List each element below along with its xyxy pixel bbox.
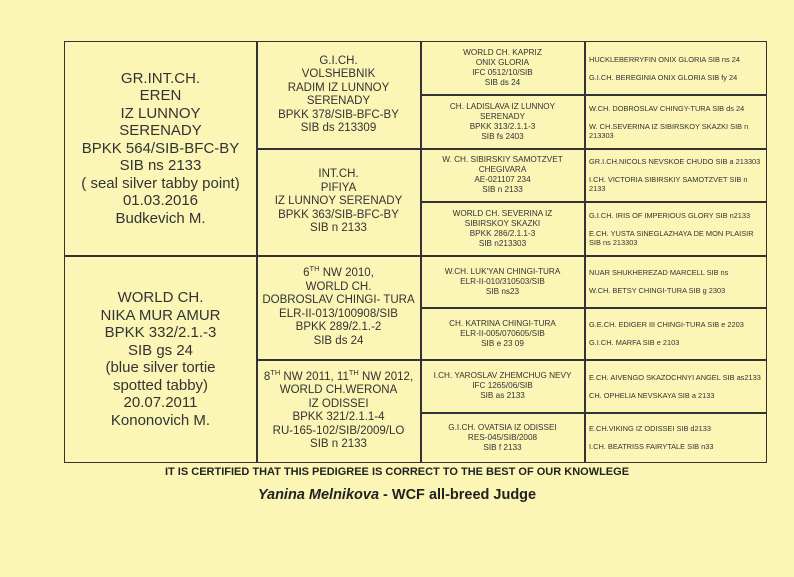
- gen4-sire: G.E.CH. EDIGER III CHINGI-TURA SIB e 2203: [589, 320, 744, 329]
- gen4-sire: E.CH.VIKING IZ ODISSEI SIB d2133: [589, 424, 711, 433]
- sire-line: SERENADY: [119, 122, 202, 140]
- gen4-sire: G.I.CH. IRIS OF IMPERIOUS GLORY SIB n2133: [589, 210, 751, 220]
- gen3-cell: [421, 95, 584, 148]
- gen4-dam: G.I.CH. BEREGINIA ONIX GLORIA SIB fy 24: [589, 72, 738, 82]
- gen3-line: SIB n 2133: [482, 185, 523, 194]
- gen3-line: SIB as 2133: [480, 391, 525, 400]
- gen3-cell: [421, 413, 584, 462]
- gen2-line: DOBROSLAV CHINGI- TURA: [262, 294, 415, 306]
- gen3-line: SIBIRSKOY SKAZKI: [464, 218, 541, 228]
- gen3-line: BPKK 313/2.1.1-3: [469, 121, 536, 131]
- gen2-line: VOLSHEBNIK: [301, 68, 376, 80]
- gen3-line: BPKK 286/2.1.1-3: [469, 228, 536, 238]
- gen2-line: SERENADY: [306, 95, 371, 107]
- dam-line: NIKA MUR AMUR: [100, 306, 221, 324]
- gen4-cell: [585, 360, 766, 412]
- gen4-sire: E.CH. AIVENGO SKAZOCHNYI ANGEL SIB as2133: [589, 372, 761, 382]
- gen4-cell: [585, 202, 766, 255]
- dam-line: (blue silver tortie: [105, 359, 216, 376]
- gen2-line: SIB n 2133: [310, 222, 367, 235]
- gen3-line: CH. LADISLAVA IZ LUNNOY: [449, 101, 556, 111]
- gen3-line: SIB e 23 09: [481, 338, 524, 348]
- gen3-line: SIB fs 2403: [481, 131, 524, 141]
- gen3-line: IFC 1265/06/SIB: [472, 381, 533, 390]
- gen2-line: IZ LUNNOY SERENADY: [274, 195, 403, 208]
- gen4-cell: [585, 42, 766, 94]
- gen2-cell: [257, 256, 420, 359]
- gen3-line: I.CH. YAROSLAV ZHEMCHUG NEVY: [433, 371, 572, 380]
- gen2-line: G.I.CH.: [319, 54, 358, 67]
- gen2-line: SIB ds 213309: [300, 122, 377, 134]
- gen2-line: INT.CH.: [318, 168, 359, 181]
- gen4-dam: CH. OPHELIA NEVSKAYA SIB a 2133: [589, 390, 715, 400]
- gen2-line: WORLD CH.WERONA: [279, 384, 398, 396]
- judge-name: Yanina Melnikova: [257, 487, 380, 503]
- gen3-line: SIB n213303: [478, 238, 527, 248]
- gen2-line: SIB n 2133: [310, 438, 367, 450]
- gen2-line: 6TH NW 2010,: [303, 264, 374, 279]
- gen4-sire: GR.I.CH.NICOLS NEVSKOE CHUDO SIB a 213303: [589, 157, 761, 166]
- gen3-line: IFC 0512/10/SIB: [472, 68, 533, 77]
- judge-title: - WCF all-breed Judge: [379, 487, 537, 503]
- gen3-line: CH. KATRINA CHINGI-TURA: [449, 318, 556, 328]
- gen4-sire: W.CH. DOBROSLAV CHINGY-TURA SIB ds 24: [589, 103, 745, 113]
- certification-text: IT IS CERTIFIED THAT THIS PEDIGREE IS CORRECT TO THE BEST OF OUR KNOWLEGE: [164, 466, 630, 478]
- gen3-cell: [421, 42, 584, 94]
- dam-line: BPKK 332/2.1.-3: [104, 324, 217, 341]
- gen4-cell: [585, 413, 766, 462]
- gen2-cell: [257, 360, 420, 462]
- gen2-line: ELR-II-013/100908/SIB: [279, 307, 398, 320]
- gen3-line: RES-045/SIB/2008: [467, 432, 538, 442]
- gen2-line: SIB ds 24: [313, 334, 364, 347]
- dam-line: spotted tabby): [112, 376, 209, 394]
- gen2-line: BPKK 363/SIB-BFC-BY: [278, 208, 399, 221]
- dam-line: SIB gs 24: [127, 341, 194, 359]
- gen4-dam: I.CH. VICTORIA SIBIRSKIY SAMOTZVET SIB n 2133: [589, 175, 748, 193]
- dam-cell: [65, 256, 256, 462]
- gen3-line: AE-021107 234: [474, 175, 531, 184]
- gen3-cell: [421, 308, 584, 359]
- dam-line: Kononovich M.: [110, 411, 211, 429]
- sire-line: ( seal silver tabby point): [81, 174, 240, 192]
- gen2-line: IZ ODISSEI: [308, 397, 369, 410]
- sire-cell: [65, 42, 256, 255]
- gen3-cell: [421, 202, 584, 255]
- pedigree-table: [64, 41, 767, 463]
- gen2-cell: [257, 149, 420, 255]
- gen3-line: SIB ns23: [485, 286, 520, 296]
- gen3-line: WORLD CH. KAPRIZ: [463, 48, 542, 57]
- gen4-dam: I.CH. BEATRISS FAIRYTALE SIB n33: [589, 442, 714, 451]
- gen3-line: CHEGIVARA: [478, 165, 527, 174]
- gen4-dam: E.CH. YUSTA SINEGLAZHAYA DE MON PLAISIR SIB ns 213303: [589, 228, 754, 247]
- gen3-line: W.CH. LUK'YAN CHINGI-TURA: [444, 266, 561, 276]
- sire-line: EREN: [139, 87, 182, 105]
- dam-line: 20.07.2011: [123, 394, 198, 411]
- sire-line: 01.03.2016: [122, 192, 199, 210]
- gen3-cell: [421, 360, 584, 412]
- gen3-line: ELR-II-010/310503/SIB: [460, 276, 545, 286]
- gen3-line: SIB ds 24: [484, 78, 521, 87]
- gen4-dam: W. CH.SEVERINA IZ SIBIRSKOY SKAZKI SIB n 213303: [589, 121, 749, 140]
- gen4-dam: W.CH. BETSY CHINGI-TURA SIB g 2303: [589, 286, 726, 295]
- gen3-line: ONIX GLORIA: [475, 58, 530, 67]
- gen4-sire: HUCKLEBERRYFIN ONIX GLORIA SIB ns 24: [589, 54, 741, 64]
- gen3-line: G.I.CH. OVATSIA IZ ODISSEI: [448, 422, 557, 432]
- sire-line: GR.INT.CH.: [120, 69, 201, 87]
- sire-line: Budkevich M.: [115, 209, 206, 227]
- gen3-line: SIB f 2133: [483, 442, 522, 452]
- sire-line: IZ LUNNOY: [120, 104, 201, 122]
- sire-line: BPKK 564/SIB-BFC-BY: [81, 139, 240, 157]
- gen3-line: WORLD CH. SEVERINA IZ: [452, 208, 553, 218]
- gen2-line: RU-165-102/SIB/2009/LO: [272, 424, 405, 437]
- gen3-line: SERENADY: [479, 111, 526, 121]
- gen4-dam: G.I.CH. MARFA SIB e 2103: [589, 338, 680, 347]
- gen2-line: BPKK 289/2.1.-2: [295, 321, 382, 333]
- gen4-cell: [585, 95, 766, 148]
- gen2-line: BPKK 321/2.1.1-4: [292, 411, 385, 423]
- gen3-cell: [421, 256, 584, 307]
- sire-line: SIB ns 2133: [119, 157, 202, 175]
- gen2-line: WORLD CH.: [305, 280, 372, 293]
- gen3-line: W. CH. SIBIRSKIY SAMOTZVET: [442, 155, 563, 164]
- gen3-line: ELR-II-005/070605/SIB: [460, 328, 545, 338]
- gen4-sire: NUAR SHUKHEREZAD MARCELL SIB ns: [589, 268, 729, 277]
- gen2-line: BPKK 378/SIB-BFC-BY: [278, 108, 399, 121]
- gen2-line: PIFIYA: [320, 181, 357, 194]
- gen4-cell: [585, 149, 766, 201]
- gen4-cell: [585, 308, 766, 359]
- gen3-cell: [421, 149, 584, 201]
- gen2-line: 8TH NW 2011, 11TH NW 2012,: [263, 367, 414, 383]
- judge-signature-line: [0, 487, 794, 503]
- gen4-cell: [585, 256, 766, 307]
- gen2-cell: [257, 42, 420, 148]
- dam-line: WORLD CH.: [117, 289, 204, 306]
- gen2-line: RADIM IZ LUNNOY: [287, 81, 390, 94]
